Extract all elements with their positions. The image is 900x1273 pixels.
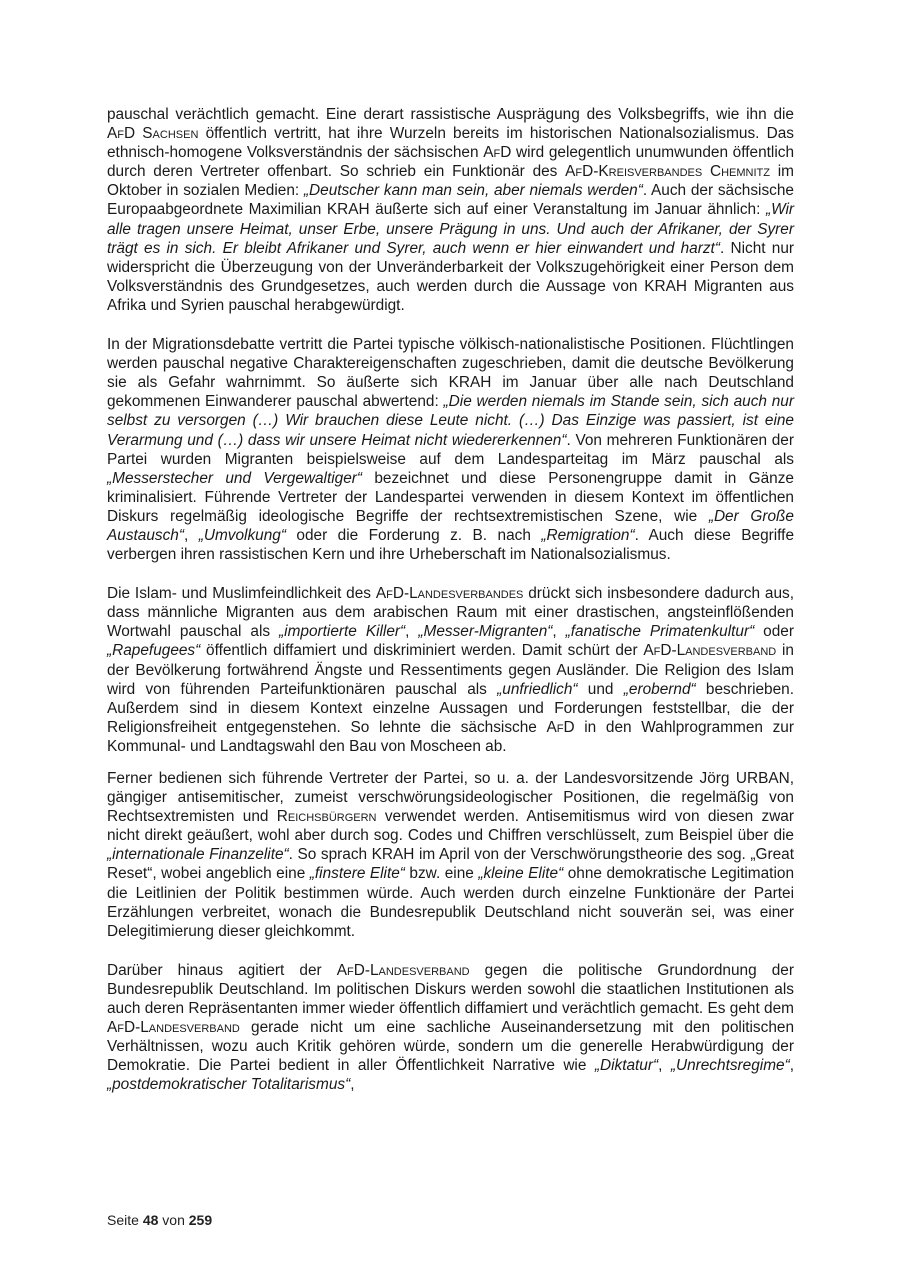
quote-text: „internationale Finanzelite“ xyxy=(107,846,289,864)
body-text: oder xyxy=(754,623,794,641)
quote-text: „Der Große Austausch“ xyxy=(107,507,794,544)
quote-text: „Umvolkung“ xyxy=(198,526,286,544)
quote-text: „Messer-Migranten“ xyxy=(418,623,553,641)
body-text: drückt sich insbesondere dadurch aus, dass männliche Migranten aus dem arabischen Raum mit einer drastischen, angsteinflößenden Wortwahl pauschal als xyxy=(107,585,794,641)
quote-text: „postdemokratischer Totalitarismus“ xyxy=(107,1076,351,1094)
paragraph-3 xyxy=(107,584,794,756)
footer-middle: von xyxy=(158,1212,189,1228)
organization-name: AfD Sachsen xyxy=(107,125,199,143)
organization-name: AfD-Landesverband xyxy=(336,961,470,979)
body-text: oder die Forderung z. B. nach xyxy=(285,526,542,544)
body-text: , xyxy=(405,623,419,641)
document-body xyxy=(107,105,794,1095)
body-text: . Auch der sächsische Europaabgeordnete Maximilian KRAH äußerte sich auf einer Veranstaltung im Januar ähnlich: xyxy=(107,182,794,219)
body-text: bzw. eine xyxy=(404,865,479,883)
paragraph-2 xyxy=(107,335,794,564)
body-text: und xyxy=(577,680,624,698)
body-text: . Von mehreren Funktionären der Partei wurden Migranten beispielsweise auf dem Landesparteitag im März pauschal als xyxy=(107,431,794,468)
body-text: gegen die politische Grundordnung der Bundesrepublik Deutschland. Im politischen Diskurs werden sowohl die staatlichen Institutionen als auch deren Repräsentanten immer wieder öffentlich diffamiert und verächtlich gemacht. Es geht dem xyxy=(107,961,794,1018)
quote-text: „Remigration“ xyxy=(541,526,635,544)
body-text: ohne demokratische Legitimation die Leitlinien der Politik bestimmen würde. Auch werden durch einzelne Funktionäre der Partei Erzählungen verbreitet, wonach die Bundesrepublik Deutschland nicht souverän sei, was einer Delegitimierung dieser gleichkommt. xyxy=(107,865,795,940)
paragraph-5 xyxy=(107,961,794,1095)
quote-text: „importierte Killer“ xyxy=(279,623,406,641)
body-text: gerade nicht um eine sachliche Auseinandersetzung mit den politischen Verhältnissen, wozu auch Kritik gehören würde, sondern um die generelle Herabwürdigung der Demokratie. Die Partei bedient in aller Öffentlichkeit Narrative wie xyxy=(107,1019,794,1075)
quote-text: „Die werden niemals im Stande sein, sich auch nur selbst zu versorgen (…) Wir brauchen diese Leute nicht. (…) Das Einzige was passiert, ist eine Verarmung und (…) dass wir unsere Heimat nicht wiedererkennen“ xyxy=(107,393,794,449)
body-text: wird gelegentlich unumwunden öffentlich durch deren Vertreter offenbart. So schrieb ein Funktionär des xyxy=(107,144,794,181)
body-text: , xyxy=(789,1057,794,1075)
organization-name: Reichsbürgern xyxy=(276,808,377,826)
quote-text: „Wir alle tragen unsere Heimat, unser Erbe, unsere Prägung in uns. Und auch der Afrikaner, der Syrer trägt es in sich. Er bleibt Afrikaner und Syrer, auch wenn er hier einwandert und harzt“ xyxy=(107,201,794,257)
quote-text: „Rapefugees“ xyxy=(107,642,201,660)
quote-text: „erobernd“ xyxy=(623,680,696,698)
organization-name: AfD-Landesverband xyxy=(107,1019,240,1037)
body-text: im Oktober in sozialen Medien: xyxy=(107,163,794,200)
quote-text: „fanatische Primatenkultur“ xyxy=(565,623,755,641)
quote-text: „Diktatur“ xyxy=(594,1057,659,1075)
quote-text: „Messerstecher und Vergewaltiger“ xyxy=(107,469,363,487)
body-text: . Auch diese Begriffe verbergen ihren rassistischen Kern und ihre Urheberschaft im Nationalsozialismus. xyxy=(107,526,795,564)
organization-name: AfD-Landesverband xyxy=(643,642,777,660)
organization-name: AfD xyxy=(483,144,512,162)
body-text: bezeichnet und diese Personengruppe damit in Gänze kriminalisiert. Führende Vertreter der Landespartei verwenden in diesem Kontext im öffentlichen Diskurs regelmäßig ideologische Begriffe der rechtsextremistischen Szene, wie xyxy=(107,469,794,525)
body-text: verwendet werden. Antisemitismus wird von diesen zwar nicht direkt geäußert, wohl aber durch sog. Codes und Chiffren verschlüsselt, zum Beispiel über die xyxy=(107,808,794,845)
organization-name: AfD xyxy=(546,718,575,736)
body-text: öffentlich diffamiert und diskriminiert werden. Damit schürt der xyxy=(200,642,644,660)
body-text: Die Islam- und Muslimfeindlichkeit des xyxy=(107,585,376,603)
body-text: beschrieben. Außerdem sind in diesem Kontext einzelne Aussagen und Forderungen feststellbar, die der Religionsfreiheit entgegenstehen. So lehnte die sächsische xyxy=(107,680,795,736)
body-text: , xyxy=(658,1057,671,1075)
footer-page-number: 48 xyxy=(142,1212,159,1228)
body-text: in der Bevölkerung fortwährend Ängste und Ressentiments gegen Ausländer. Die Religion des Islam wird von führenden Parteifunktionären pauschal als xyxy=(107,642,794,698)
body-text: Ferner bedienen sich führende Vertreter der Partei, so u. a. der Landesvorsitzende Jörg URBAN, gängiger antisemitischer, zumeist verschwörungsideologischer Positionen, die regelmäßig von Rechtsextremisten und xyxy=(107,770,794,826)
organization-name: AfD-Kreisverbandes Chemnitz xyxy=(565,163,770,181)
body-text: In der Migrationsdebatte vertritt die Partei typische völkisch-nationalistische Positionen. Flüchtlingen werden pauschal negative Charaktereigenschaften zugeschrieben, damit die deutsche Bevölkerung sie als Gefahr wahrnimmt. So äußerte sich KRAH im Januar über alle nach Deutschland gekommenen Einwanderer pauschal abwertend: xyxy=(107,336,794,411)
page-footer xyxy=(107,1212,212,1228)
quote-text: „Unrechtsregime“ xyxy=(670,1057,790,1075)
footer-page-total: 259 xyxy=(188,1212,213,1228)
body-text: Darüber hinaus agitiert der xyxy=(107,961,337,979)
paragraph-4 xyxy=(107,769,794,941)
body-text: in den Wahlprogrammen zur Kommunal- und Landtagswahl den Bau von Moscheen ab. xyxy=(107,718,794,755)
organization-name: AfD-Landesverbandes xyxy=(375,585,524,603)
footer-prefix: Seite xyxy=(107,1212,143,1228)
body-text: öffentlich vertritt, hat ihre Wurzeln bereits im historischen Nationalsozialismus. Das ethnisch-homogene Volksverständnis der sächsischen xyxy=(107,125,794,162)
body-text: pauschal verächtlich gemacht. Eine derart rassistische Ausprägung des Volksbegriffs, wie ihn die xyxy=(107,106,794,123)
body-text: , xyxy=(184,526,199,544)
quote-text: „kleine Elite“ xyxy=(478,865,564,883)
body-text: . So sprach KRAH im April von der Verschwörungstheorie des sog. „Great Reset“, wobei angeblich eine xyxy=(107,846,794,883)
quote-text: „Deutscher kann man sein, aber niemals werden“ xyxy=(303,182,643,200)
quote-text: „finstere Elite“ xyxy=(309,865,405,883)
quote-text: „unfriedlich“ xyxy=(497,680,578,698)
body-text: , xyxy=(552,623,566,641)
body-text: . Nicht nur widerspricht die Überzeugung von der Unveränderbarkeit der Volkszugehörigkeit einer Person dem Volksverständnis des Grundgesetzes, auch werden durch die Aussage von KRAH Migranten aus Afrika und Syrien pauschal herabgewürdigt. xyxy=(107,239,795,314)
body-text: , xyxy=(350,1076,355,1094)
paragraph-1 xyxy=(107,105,794,315)
